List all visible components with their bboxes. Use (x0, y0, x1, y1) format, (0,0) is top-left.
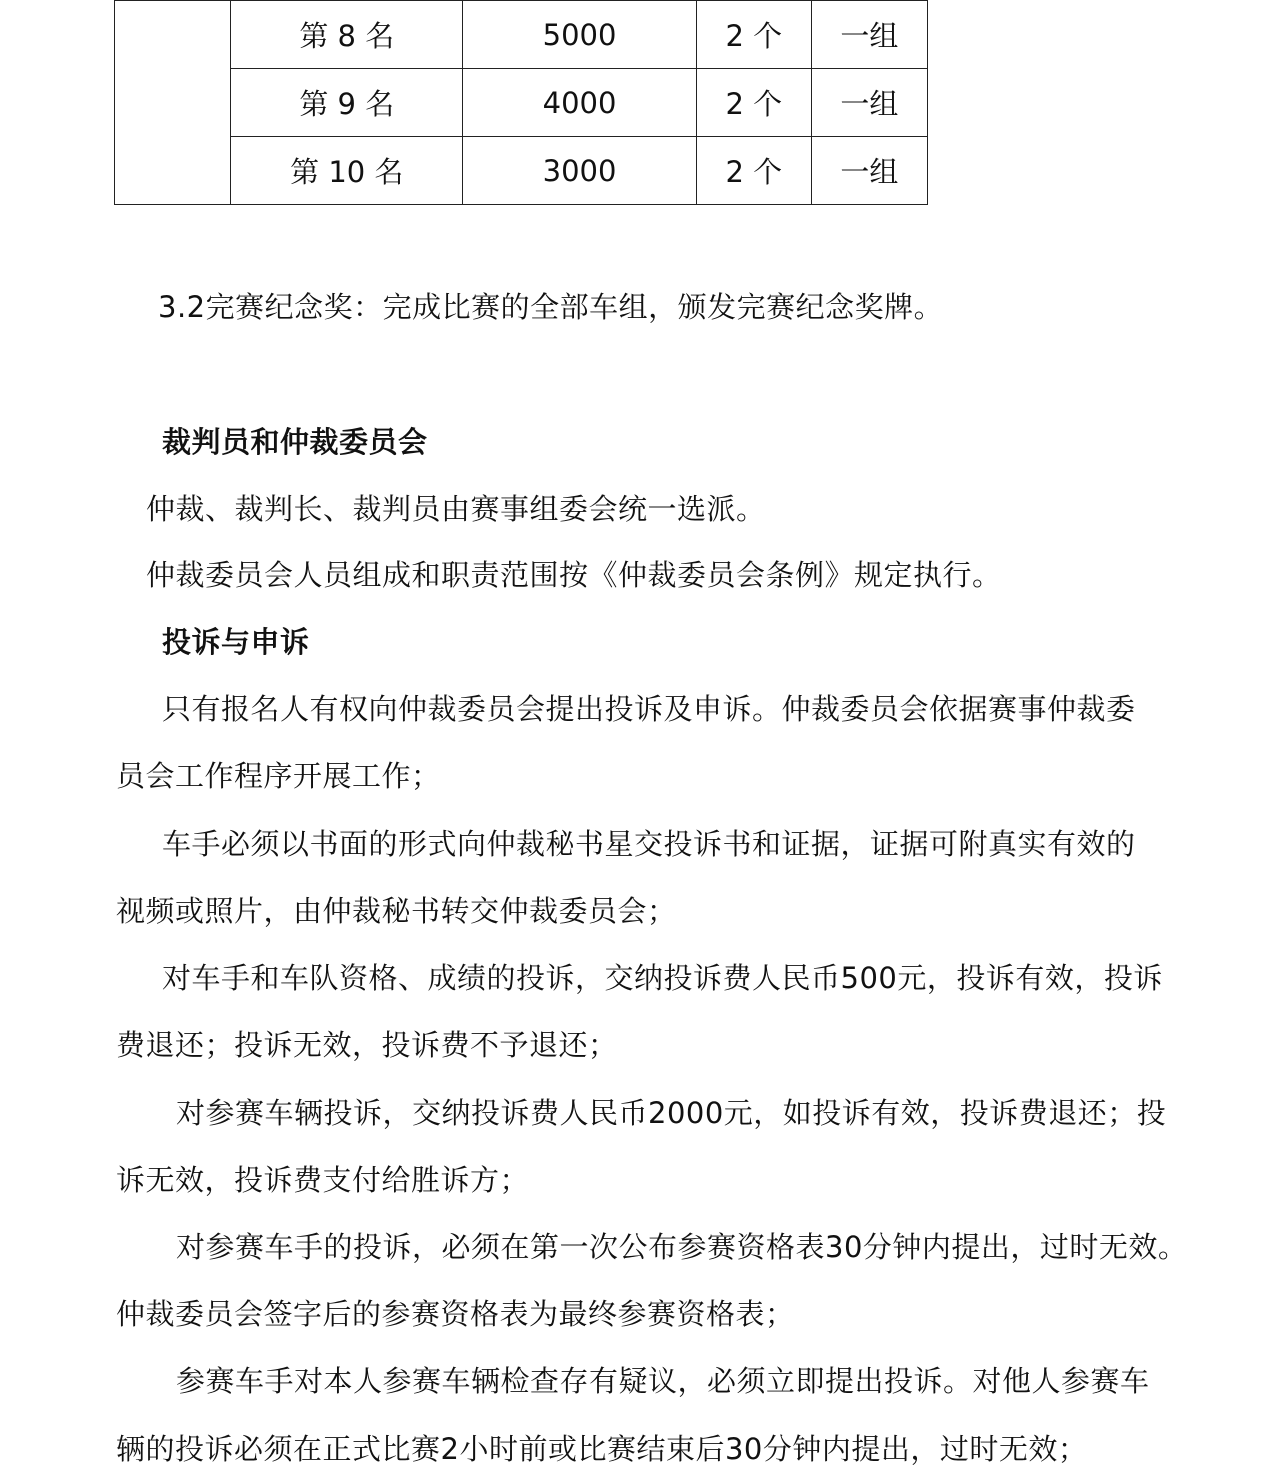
amount-cell: 3000 (463, 137, 696, 205)
group-cell: 一组 (811, 1, 927, 69)
table-row (115, 137, 928, 205)
rank-cell: 第 10 名 (231, 137, 463, 205)
complaint-1-line-1: 只有报名人有权向仲裁委员会提出投诉及申诉。仲裁委员会依据赛事仲裁委 (162, 692, 1136, 726)
amount-cell: 4000 (463, 69, 696, 137)
complaint-6-line-1: 参赛车手对本人参赛车辆检查存有疑议，必须立即提出投诉。对他人参赛车 (176, 1364, 1150, 1398)
rank-cell: 第 9 名 (231, 69, 463, 137)
table-row (115, 69, 928, 137)
group-cell: 一组 (811, 137, 927, 205)
prize-table (114, 0, 928, 205)
group-label-cell (115, 1, 231, 205)
group-cell: 一组 (811, 69, 927, 137)
heading-complaint: 投诉与申诉 (162, 625, 310, 659)
referee-paragraph-2: 仲裁委员会人员组成和职责范围按《仲裁委员会条例》规定执行。 (146, 558, 1002, 592)
complaint-3-line-1: 对车手和车队资格、成绩的投诉，交纳投诉费人民币500元，投诉有效，投诉 (162, 961, 1163, 995)
complaint-2-line-1: 车手必须以书面的形式向仲裁秘书星交投诉书和证据，证据可附真实有效的 (162, 827, 1136, 861)
complaint-3-line-2: 费退还；投诉无效，投诉费不予退还； (116, 1028, 618, 1062)
complaint-2-line-2: 视频或照片，由仲裁秘书转交仲裁委员会； (116, 894, 677, 928)
complaint-5-line-2: 仲裁委员会签字后的参赛资格表为最终参赛资格表； (116, 1297, 795, 1331)
finish-award-text: 3.2完赛纪念奖：完成比赛的全部车组，颁发完赛纪念奖牌。 (158, 290, 944, 324)
count-cell: 2 个 (696, 1, 811, 69)
complaint-1-line-2: 员会工作程序开展工作； (116, 759, 441, 793)
amount-cell: 5000 (463, 1, 696, 69)
complaint-4-line-2: 诉无效，投诉费支付给胜诉方； (116, 1163, 530, 1197)
table-row (115, 1, 928, 69)
count-cell: 2 个 (696, 137, 811, 205)
count-cell: 2 个 (696, 69, 811, 137)
complaint-6-line-2: 辆的投诉必须在正式比赛2小时前或比赛结束后30分钟内提出，过时无效； (116, 1432, 1088, 1466)
rank-cell: 第 8 名 (231, 1, 463, 69)
heading-referee: 裁判员和仲裁委员会 (162, 425, 428, 459)
complaint-4-line-1: 对参赛车辆投诉，交纳投诉费人民币2000元，如投诉有效，投诉费退还；投 (176, 1096, 1167, 1130)
complaint-5-line-1: 对参赛车手的投诉，必须在第一次公布参赛资格表30分钟内提出，过时无效。 (176, 1230, 1188, 1264)
referee-paragraph-1: 仲裁、裁判长、裁判员由赛事组委会统一选派。 (146, 492, 766, 526)
